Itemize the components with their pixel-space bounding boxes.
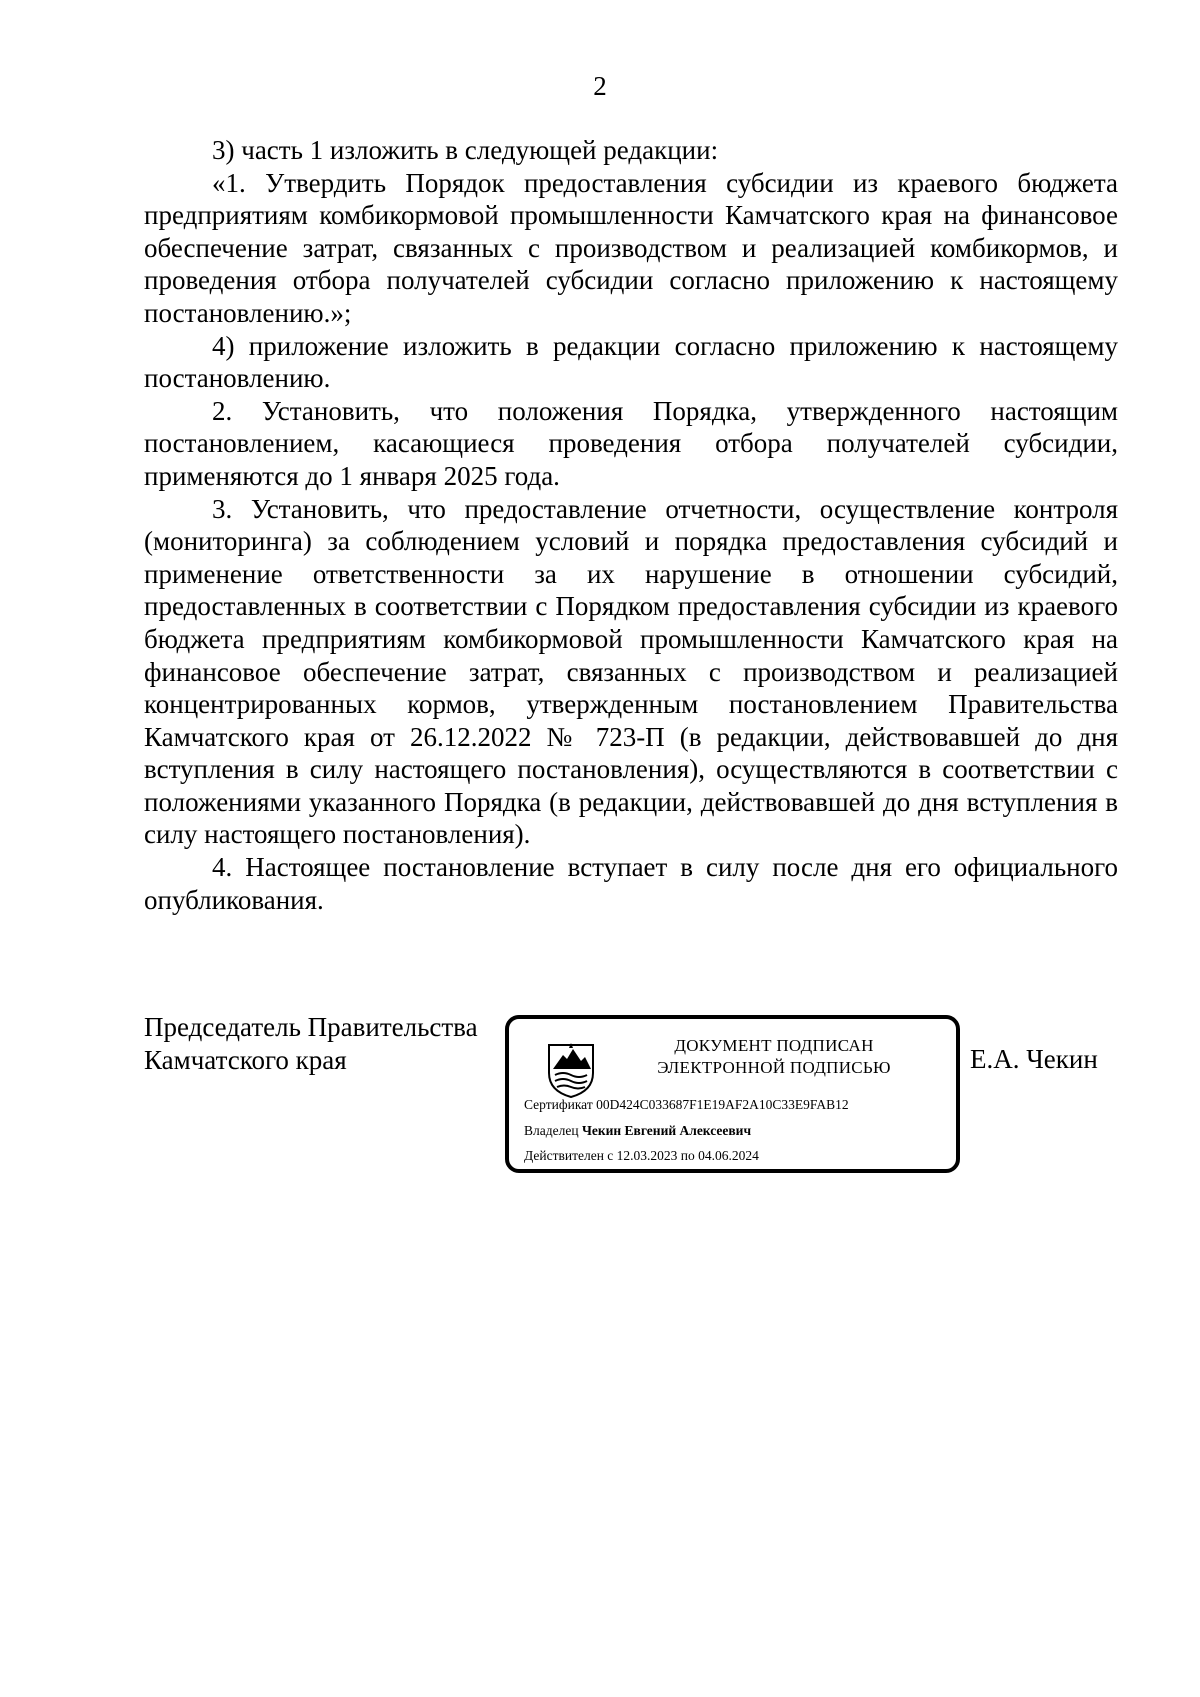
signatory-position [144,1011,478,1076]
paragraph-clause-3: 3. Установить, что предоставление отчетности, осуществление контроля (мониторинга) за соблюдением условий и порядка предоставления субсидий и применение ответственности за их нарушение в отношении субсидий, предоставленных в соответствии с Порядком предоставления субсидии из краевого бюджета предприятиям комбикормовой промышленности Камчатского края на финансовое обеспечение затрат, связанных с производством и реализацией концентрированных кормов, утвержденным постановлением Правительства Камчатского края от 26.12.2022 № 723-П (в редакции, действовавшей до дня вступления в силу настоящего постановления), осуществляются в соответствии с положениями указанного Порядка (в редакции, действовавшей до дня вступления в силу настоящего постановления). [144,493,1118,850]
kamchatka-coat-of-arms-icon [545,1039,597,1099]
paragraph-clause-2: 2. Установить, что положения Порядка, утвержденного настоящим постановлением, касающиеся проведения отбора получателей субсидии, применяются до 1 января 2025 года. [144,395,1118,491]
electronic-signature-stamp [505,1015,960,1173]
paragraph-amendment-part1: 3) часть 1 изложить в следующей редакции: [212,135,719,165]
stamp-certificate-label: Сертификат [524,1097,593,1112]
stamp-title [619,1035,929,1079]
stamp-title-line2: ЭЛЕКТРОННОЙ ПОДПИСЬЮ [657,1058,891,1077]
page-number: 2 [593,71,607,101]
stamp-certificate-value: 00D424C033687F1E19AF2A10C33E9FAB12 [596,1097,849,1112]
stamp-title-line1: ДОКУМЕНТ ПОДПИСАН [674,1036,874,1055]
paragraph-amendment-appendix: 4) приложение изложить в редакции согласно приложению к настоящему постановлению. [144,330,1118,394]
signatory-position-line1: Председатель Правительства [144,1012,478,1042]
signatory-position-line2: Камчатского края [144,1044,347,1075]
stamp-owner [524,1122,751,1140]
document-body [144,134,1118,916]
stamp-valid-to-label: по [680,1148,695,1163]
stamp-valid-from-label: Действителен с [524,1148,614,1163]
paragraph-new-part1-text: «1. Утвердить Порядок предоставления субсидии из краевого бюджета предприятиям комбикормовой промышленности Камчатского края на финансовое обеспечение затрат, связанных с производством и реализацией комбикормов, и проведения отбора получателей субсидии согласно приложению к настоящему постановлению.»; [144,167,1118,328]
stamp-valid-from: 12.03.2023 [616,1148,678,1163]
stamp-certificate [524,1096,849,1114]
stamp-owner-label: Владелец [524,1123,579,1138]
stamp-validity [524,1147,759,1165]
signatory-name: Е.А. Чекин [970,1044,1098,1074]
paragraph-clause-4: 4. Настоящее постановление вступает в силу после дня его официального опубликования. [144,852,1118,915]
stamp-valid-to: 04.06.2024 [698,1148,759,1163]
stamp-owner-value: Чекин Евгений Алексеевич [581,1123,752,1138]
